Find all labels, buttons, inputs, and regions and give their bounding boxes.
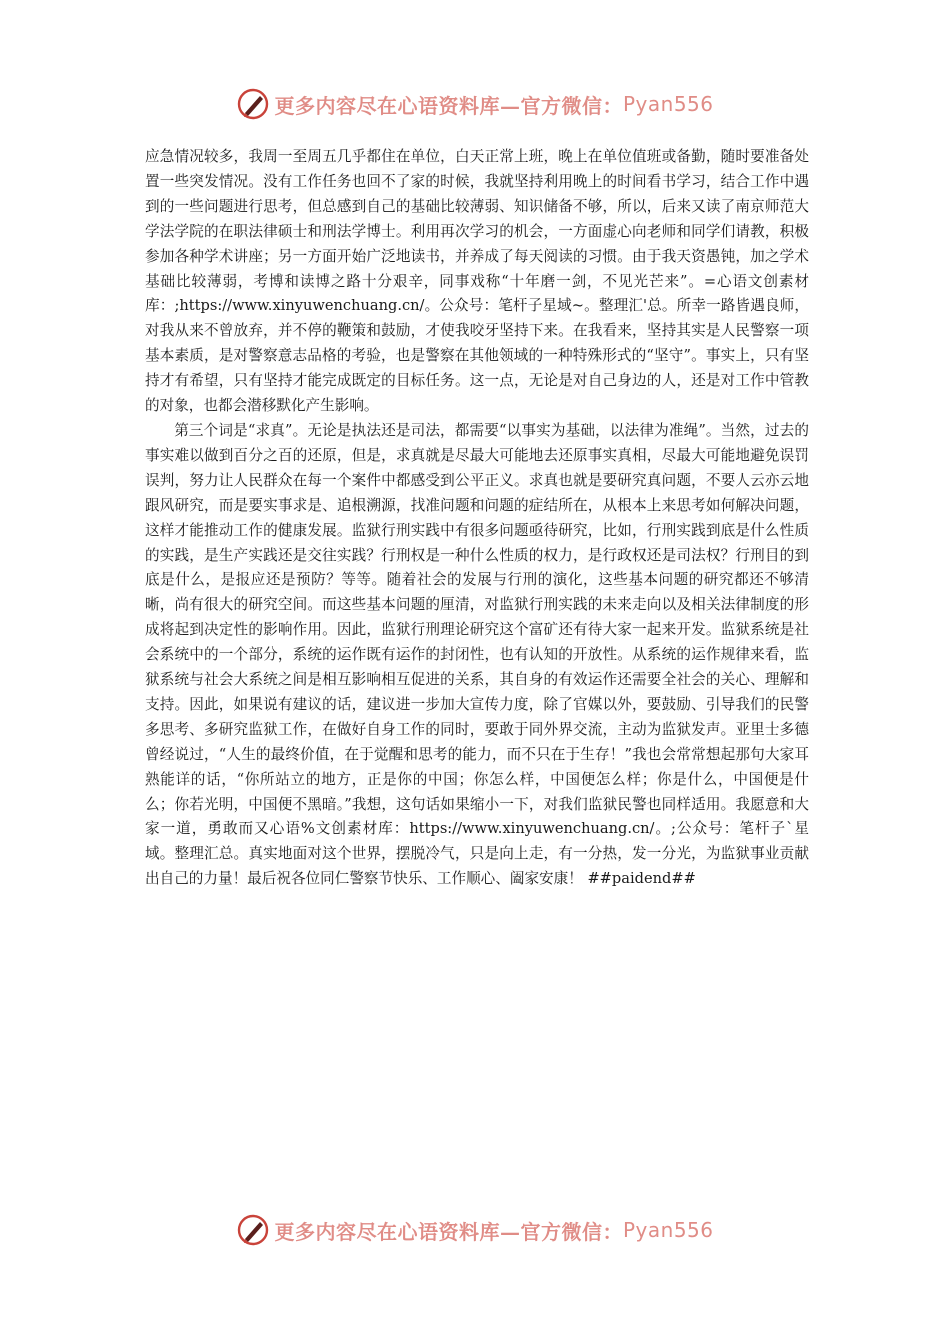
footer-banner-brand: Pyan556 [622,1218,714,1242]
footer-banner [0,1208,950,1252]
paragraph-2: 第三个词是“求真”。无论是执法还是司法，都需要“以事实为基础，以法律为准绳”。当然，过去的事实难以做到百分之百的还原，但是，求真就是尽最大可能地去还原事实真相，尽最大可能地避免误罚误判，努力让人民群众在每一个案件中都感受到公平正义。求真也就是要研究真问题，不要人云亦云地跟风研究，而是要实事求是、追根溯源，找准问题和问题的症结所在，从根本上来思考如何解决问题，这样才能推动工作的健康发展。监狱行刑实践中有很多问题亟待研究，比如，行刑实践到底是什么性质的实践，是生产实践还是交往实践？行刑权是一种什么性质的权力，是行政权还是司法权？行刑目的到底是什么，是报应还是预防？等等。随着社会的发展与行刑的演化，这些基本问题的研究都还不够清晰，尚有很大的研究空间。而这些基本问题的厘清，对监狱行刑实践的未来走向以及相关法律制度的形成将起到决定性的影响作用。因此，监狱行刑理论研究这个富矿还有待大家一起来开发。监狱系统是社会系统中的一个部分，系统的运作既有运作的封闭性，也有认知的开放性。从系统的运作规律来看，监狱系统与社会大系统之间是相互影响相互促进的关系，其自身的有效运作还需要全社会的关心、理解和支持。因此，如果说有建议的话，建议进一步加大宣传力度，除了官媒以外，要鼓励、引导我们的民警多思考、多研究监狱工作，在做好自身工作的同时，要敢于同外界交流，主动为监狱发声。亚里士多德曾经说过，“人生的最终价值，在于觉醒和思考的能力，而不只在于生存！”我也会常常想起那句大家耳熟能详的话，“你所站立的地方，正是你的中国；你怎么样，中国便怎么样；你是什么，中国便是什么；你若光明，中国便不黑暗。”我想，这句话如果缩小一下，对我们监狱民警也同样适用。我愿意和大家一道，勇敢而又心语%文创素材库：https://www.xinyuwenchuang.cn/。;公众号：笔杆子`星域。整理汇总。真实地面对这个世界，摆脱冷气，只是向上走，有一分热，发一分光，为监狱事业贡献出自己的力量！最后祝各位同仁警察节快乐、工作顺心、阖家安康！ ##paidend## [145,421,809,888]
paragraph-1: 应急情况较多，我周一至周五几乎都住在单位，白天正常上班，晚上在单位值班或备勤，随时要准备处置一些突发情况。没有工作任务也回不了家的时候，我就坚持利用晚上的时间看书学习，结合工作中遇到的一些问题进行思考，但总感到自己的基础比较薄弱、知识储备不够，所以，后来又读了南京师范大学法学院的在职法律硕士和刑法学博士。利用再次学习的机会，一方面虚心向老师和同学们请教，积极参加各种学术讲座；另一方面开始广泛地读书，并养成了每天阅读的习惯。由于我天资愚钝，加之学术基础比较薄弱，考博和读博之路十分艰辛，同事戏称“十年磨一剑，不见光芒来”。=心语文创素材库：;https://www.xinyuwenchuang.cn/。公众号：笔杆子星域~。整理汇'总。所幸一路皆遇良师，对我从来不曾放弃，并不停的鞭策和鼓励，才使我咬牙坚持下来。在我看来，坚持其实是人民警察一项基本素质，是对警察意志品格的考验，也是警察在其他领域的一种特殊形式的“坚守”。事实上，只有坚持才有希望，只有坚持才能完成既定的目标任务。这一点，无论是对自己身边的人，还是对工作中管教的对象，也都会潜移默化产生影响。 [145,148,809,415]
document-body [145,145,809,892]
pen-logo-icon [236,1213,270,1247]
pen-logo-icon [236,87,270,121]
header-banner-brand: Pyan556 [622,92,714,116]
header-banner-text: 更多内容尽在心语资料库—官方微信： [274,93,623,118]
footer-banner-text: 更多内容尽在心语资料库—官方微信： [274,1219,623,1244]
header-banner [0,82,950,126]
